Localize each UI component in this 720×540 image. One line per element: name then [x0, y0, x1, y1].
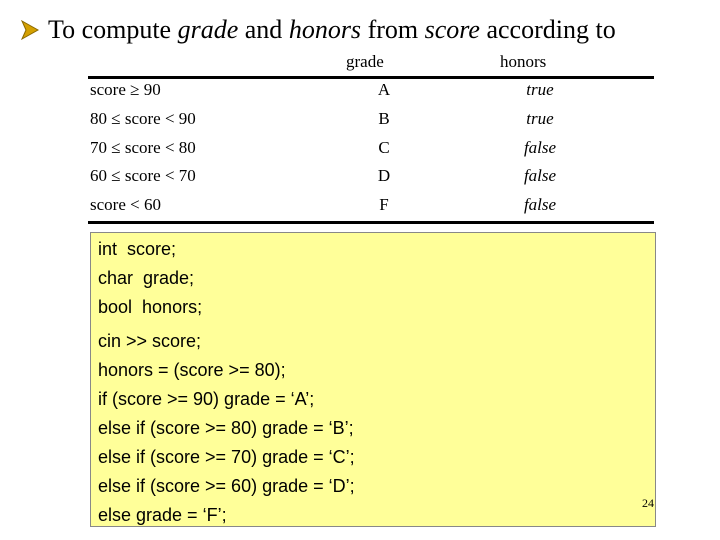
code-line: else if (score >= 80) grade = ‘B’;	[98, 418, 354, 438]
table-row	[0, 166, 720, 194]
code-line: else grade = ‘F’;	[98, 505, 227, 525]
condition-cell: 60 ≤ score < 70	[90, 166, 196, 185]
condition-cell: score ≥ 90	[90, 80, 161, 99]
code-line: cin >> score;	[98, 331, 202, 351]
arrow-bullet-icon	[20, 18, 40, 42]
table-bottom-rule	[88, 221, 654, 224]
honors-cell: false	[523, 138, 557, 157]
table-header	[0, 52, 720, 74]
condition-cell: 80 ≤ score < 90	[90, 109, 196, 128]
code-line: int score;	[98, 239, 177, 259]
code-box	[90, 232, 656, 527]
code-line: else if (score >= 60) grade = ‘D’;	[98, 476, 355, 496]
code-line: bool honors;	[98, 297, 203, 317]
honors-cell: false	[523, 195, 557, 214]
table-row	[0, 109, 720, 137]
grade-cell: F	[379, 195, 389, 214]
code-line: else if (score >= 70) grade = ‘C’;	[98, 447, 355, 467]
honors-cell: true	[526, 80, 554, 99]
honors-cell: false	[523, 166, 557, 185]
table-top-rule	[88, 76, 654, 79]
honors-cell: true	[526, 109, 554, 128]
bullet-text: To compute grade and honors from score according to	[48, 15, 616, 44]
table-row	[0, 138, 720, 166]
condition-cell: 70 ≤ score < 80	[90, 138, 196, 157]
code-line: char grade;	[98, 268, 195, 288]
code-line: if (score >= 90) grade = ‘A’;	[98, 389, 315, 409]
honors-header: honors	[500, 52, 547, 71]
grade-cell: A	[377, 80, 391, 99]
grade-cell: B	[378, 109, 390, 128]
condition-cell: score < 60	[90, 195, 161, 214]
grade-cell: D	[377, 166, 391, 185]
grade-header: grade	[346, 52, 384, 71]
bullet-line	[20, 10, 616, 50]
page-number: 24	[642, 496, 654, 510]
table-row	[0, 195, 720, 223]
code-line: honors = (score >= 80);	[98, 360, 286, 380]
table-row	[0, 80, 720, 108]
grade-cell: C	[378, 138, 390, 157]
